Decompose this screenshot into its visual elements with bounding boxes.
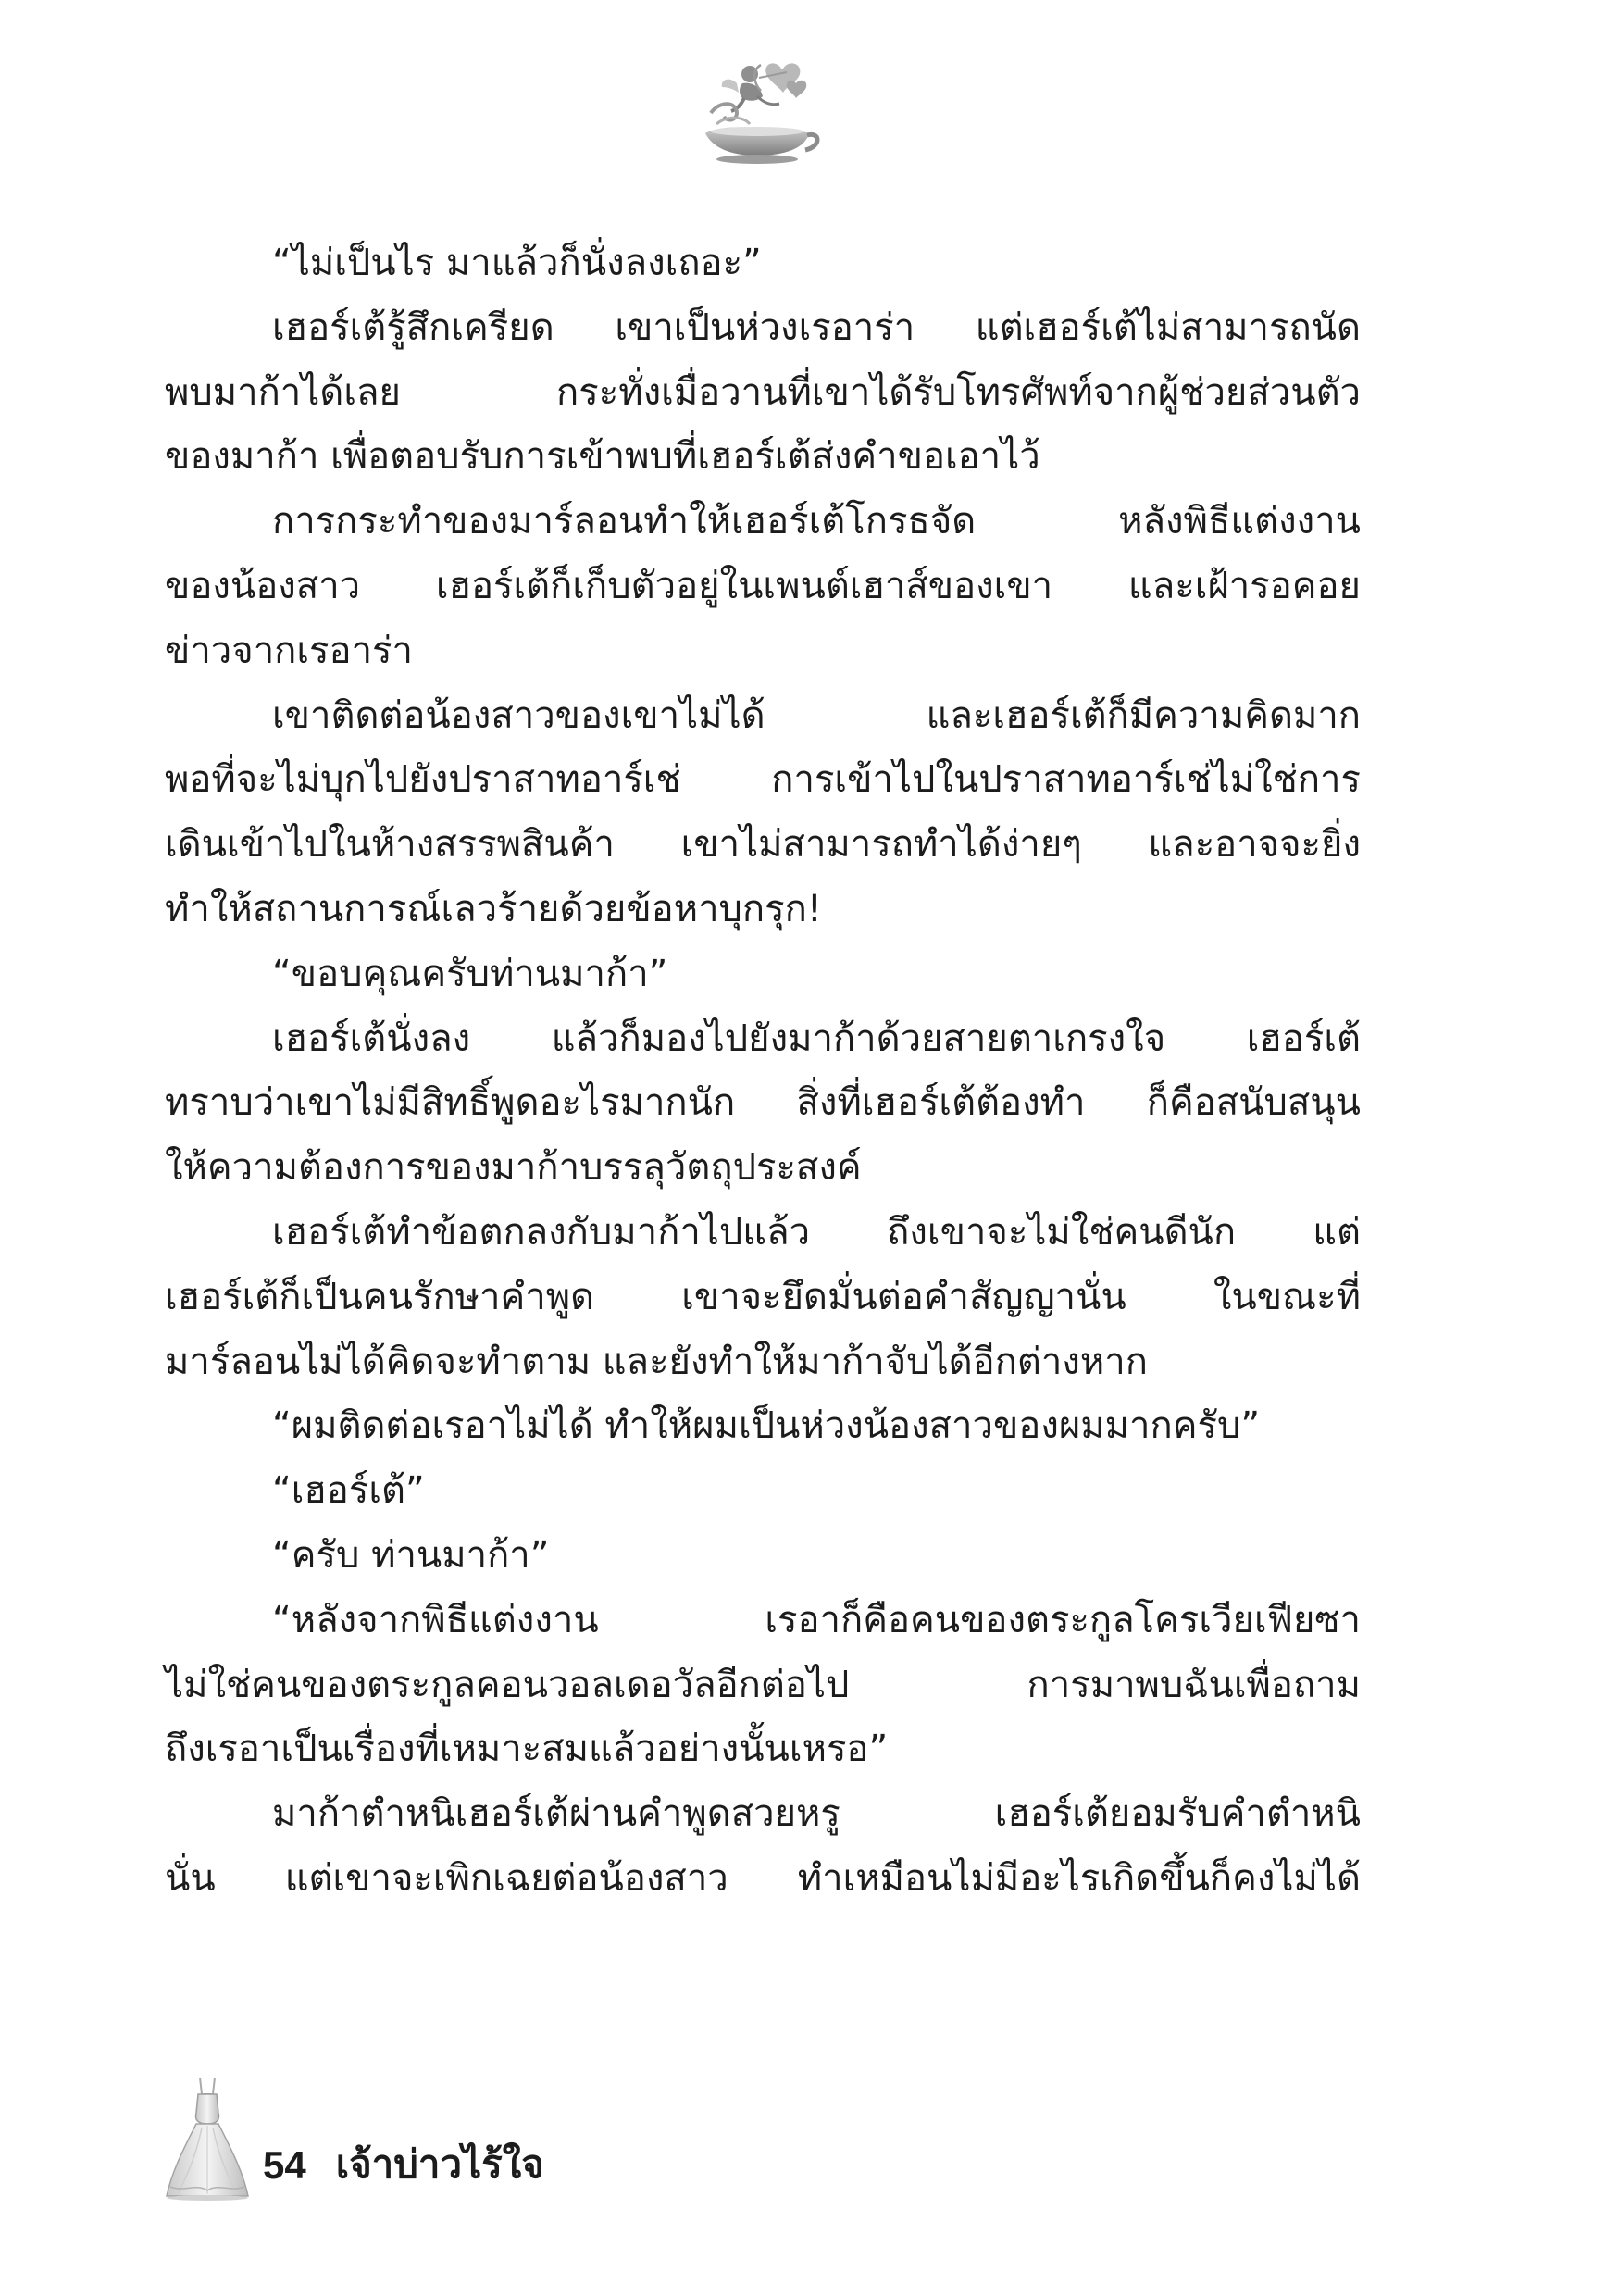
text-line: ทราบว่าเขาไม่มีสิทธิ์พูดอะไรมากนัก สิ่งที่เฮอร์เต้ต้องทำ ก็คือสนับสนุน [165,1081,1361,1125]
body-text [165,231,1361,1912]
text-line: เฮอร์เต้รู้สึกเครียด เขาเป็นห่วงเรอาร่า แต่เฮอร์เต้ไม่สามารถนัด [272,306,1361,349]
text-line: “ไม่เป็นไร มาแล้วก็นั่งลงเถอะ” [272,242,762,284]
page-footer [165,2072,544,2202]
text-line: “ครับ ท่านมาก้า” [272,1533,550,1577]
text-line: เขาติดต่อน้องสาวของเขาไม่ได้ และเฮอร์เต้ก็มีความคิดมาก [272,693,1361,737]
text-line: “หลังจากพิธีแต่งงาน เรอาก็คือคนของตระกูลโครเวียเฟียซา [272,1598,1361,1641]
text-line: ทำให้สถานการณ์เลวร้ายด้วยข้อหาบุกรุก! [165,887,822,930]
text-line: เฮอร์เต้นั่งลง แล้วก็มองไปยังมาก้าด้วยสายตาเกรงใจ เฮอร์เต้ [272,1017,1361,1060]
text-line: มาก้าตำหนิเฮอร์เต้ผ่านคำพูดสวยหรู เฮอร์เต้ยอมรับคำตำหนิ [272,1792,1361,1836]
text-line: “เฮอร์เต้” [272,1469,425,1513]
text-line: มาร์ลอนไม่ได้คิดจะทำตาม และยังทำให้มาก้าจับได้อีกต่างหาก [165,1340,1148,1383]
text-line: ของมาก้า เพื่อตอบรับการเข้าพบที่เฮอร์เต้ส่งคำขอเอาไว้ [165,435,1040,479]
text-line: เฮอร์เต้ทำข้อตกลงกับมาก้าไปแล้ว ถึงเขาจะไม่ใช่คนดีนัก แต่ [272,1210,1361,1254]
text-line: การกระทำของมาร์ลอนทำให้เฮอร์เต้โกรธจัด หลังพิธีแต่งงาน [272,500,1361,543]
text-line: ไม่ใช่คนของตระกูลคอนวอลเดอวัลอีกต่อไป การมาพบฉันเพื่อถาม [165,1663,1361,1706]
text-line: นั่น แต่เขาจะเพิกเฉยต่อน้องสาว ทำเหมือนไม่มีอะไรเกิดขึ้นก็คงไม่ได้ [165,1856,1361,1900]
text-line: พบมาก้าได้เลย กระทั่งเมื่อวานที่เขาได้รับโทรศัพท์จากผู้ช่วยส่วนตัว [165,370,1361,414]
text-line: ถึงเรอาเป็นเรื่องที่เหมาะสมแล้วอย่างนั้นเหรอ” [165,1728,889,1771]
book-title: เจ้าบ่าวไร้ใจ [335,2141,544,2187]
page-number: 54 [263,2143,306,2187]
text-line: ให้ความต้องการของมาก้าบรรลุวัตถุประสงค์ [165,1146,862,1190]
text-line: เดินเข้าไปในห้างสรรพสินค้า เขาไม่สามารถทำได้ง่ายๆ และอาจจะยิ่ง [165,823,1361,867]
text-line: ข่าวจากเรอาร่า [165,629,413,672]
text-line: “ผมติดต่อเรอาไม่ได้ ทำให้ผมเป็นห่วงน้องสาวของผมมากครับ” [272,1404,1261,1448]
text-line: พอที่จะไม่บุกไปยังปราสาทอาร์เช่ การเข้าไปในปราสาทอาร์เช่ไม่ใช่การ [165,758,1361,802]
cupid-teacup-icon [696,56,824,165]
text-line: เฮอร์เต้ก็เป็นคนรักษาคำพูด เขาจะยึดมั่นต่อคำสัญญานั่น ในขณะที่ [165,1275,1361,1318]
text-line: ของน้องสาว เฮอร์เต้ก็เก็บตัวอยู่ในเพนต์เฮาส์ของเขา และเฝ้ารอคอย [165,564,1361,607]
wedding-dress-icon [165,2072,250,2202]
text-line: “ขอบคุณครับท่านมาก้า” [272,952,668,995]
